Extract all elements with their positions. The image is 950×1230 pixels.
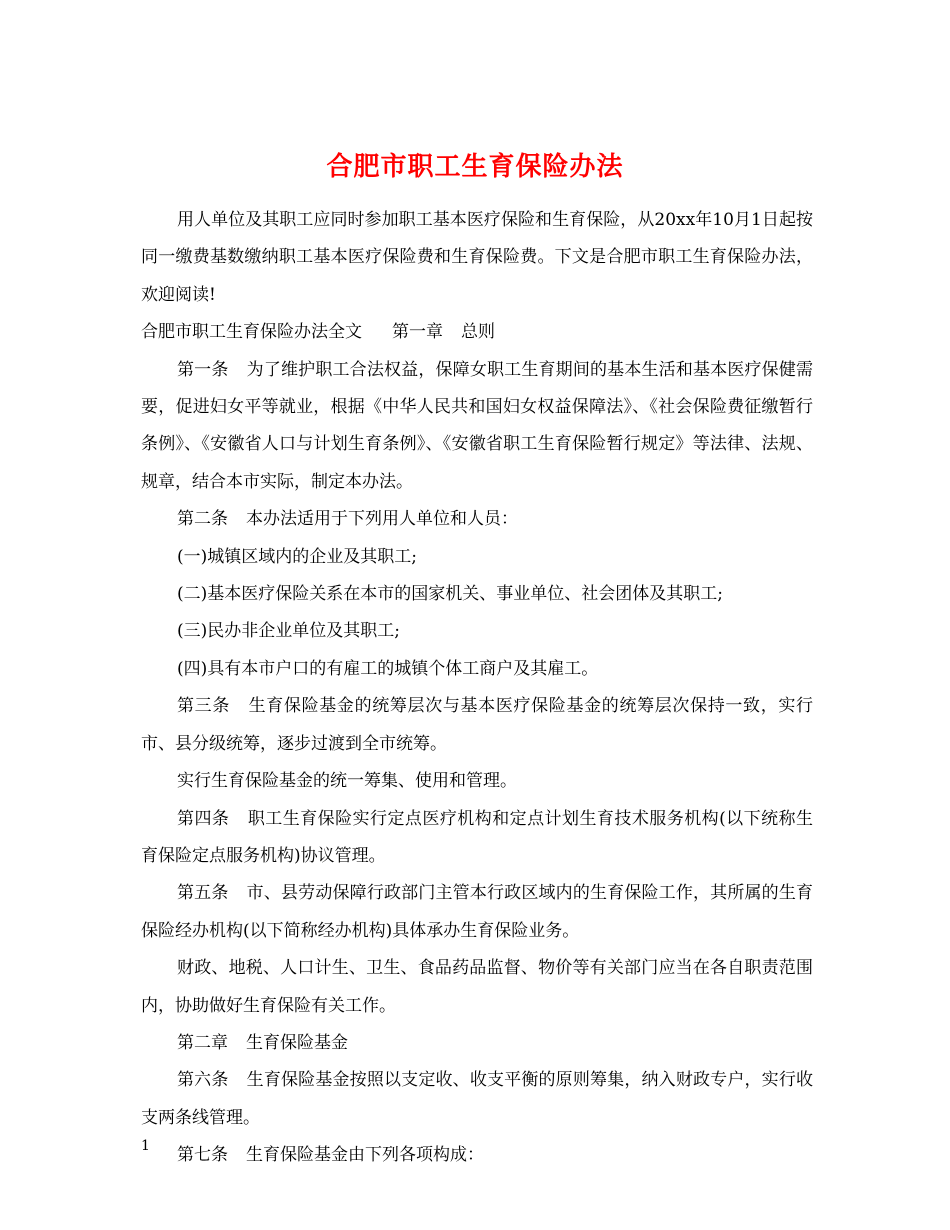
article-number: 第二章 (177, 1032, 228, 1053)
paragraph (141, 613, 813, 650)
paragraph-text: 生育保险基金按照以支定收、收支平衡的原则筹集，纳入财政专户，实行收支两条线管理。 (141, 1070, 813, 1128)
paragraph-text: 财政、地税、人口计生、卫生、食品药品监督、物价等有关部门应当在各自职责范围内，协助做好生育保险有关工作。 (141, 958, 813, 1016)
paragraph-text: (三)民办非企业单位及其职工; (177, 621, 400, 642)
paragraph-text: 生育保险基金由下列各项构成： (246, 1145, 484, 1166)
paragraph (141, 875, 813, 950)
paragraph (141, 501, 813, 538)
article-number: 第二条 (177, 509, 228, 530)
paragraph-text: 本办法适用于下列用人单位和人员： (246, 509, 518, 530)
paragraph-text: (一)城镇区域内的企业及其职工; (177, 546, 417, 567)
article-number: 第四条 (177, 808, 230, 829)
paragraph-text: (二)基本医疗保险关系在本市的国家机关、事业单位、社会团体及其职工; (177, 584, 723, 605)
paragraph-text: 生育保险基金 (246, 1032, 348, 1053)
paragraph (141, 950, 813, 1025)
paragraph-text: 实行生育保险基金的统一筹集、使用和管理。 (177, 771, 517, 792)
paragraph-text: 用人单位及其职工应同时参加职工基本医疗保险和生育保险，从20xx年10月1日起按同一缴费基数缴纳职工基本医疗保险费和生育保险费。下文是合肥市职工生育保险办法，欢迎阅读! (141, 210, 813, 305)
paragraph (141, 688, 813, 763)
article-number: 第三条 (177, 696, 230, 717)
paragraph-text: (四)具有本市户口的有雇工的城镇个体工商户及其雇工。 (177, 658, 599, 679)
article-number: 第六条 (177, 1070, 229, 1091)
paragraph-text: 生育保险基金的统筹层次与基本医疗保险基金的统筹层次保持一致，实行市、县分级统筹，逐步过渡到全市统筹。 (141, 696, 814, 754)
heading-line-doc-title: 合肥市职工生育保险办法全文 (141, 322, 362, 343)
paragraph (141, 801, 813, 876)
paragraph (141, 576, 813, 613)
paragraph (141, 763, 813, 800)
chapter-label: 第一章 (392, 322, 443, 343)
paragraph-text: 职工生育保险实行定点医疗机构和定点计划生育技术服务机构(以下统称生育保险定点服务机构)协议管理。 (141, 808, 814, 866)
paragraph (141, 1062, 813, 1137)
article-number: 第七条 (177, 1145, 228, 1166)
paragraph (141, 1025, 813, 1062)
page-number: 1 (141, 1138, 150, 1154)
document-body (141, 202, 813, 1175)
paragraph (141, 539, 813, 576)
article-number: 第五条 (177, 883, 229, 904)
paragraph (141, 314, 813, 351)
paragraph (141, 651, 813, 688)
paragraph-text: 为了维护职工合法权益，保障女职工生育期间的基本生活和基本医疗保健需要，促进妇女平等就业，根据《中华人民共和国妇女权益保障法》、《社会保险费征缴暂行条例》、《安徽省人口与计划生育条例》、《安徽省职工生育保险暂行规定》等法律、法规、规章，结合本市实际，制定本办法。 (141, 359, 813, 492)
paragraph (141, 1137, 813, 1174)
paragraph (141, 352, 813, 502)
chapter-title: 总则 (461, 322, 495, 343)
paragraph (141, 202, 813, 314)
paragraph-text: 市、县劳动保障行政部门主管本行政区域内的生育保险工作，其所属的生育保险经办机构(以下简称经办机构)具体承办生育保险业务。 (141, 883, 813, 941)
article-number: 第一条 (177, 359, 229, 380)
document-title: 合肥市职工生育保险办法 (326, 152, 624, 183)
